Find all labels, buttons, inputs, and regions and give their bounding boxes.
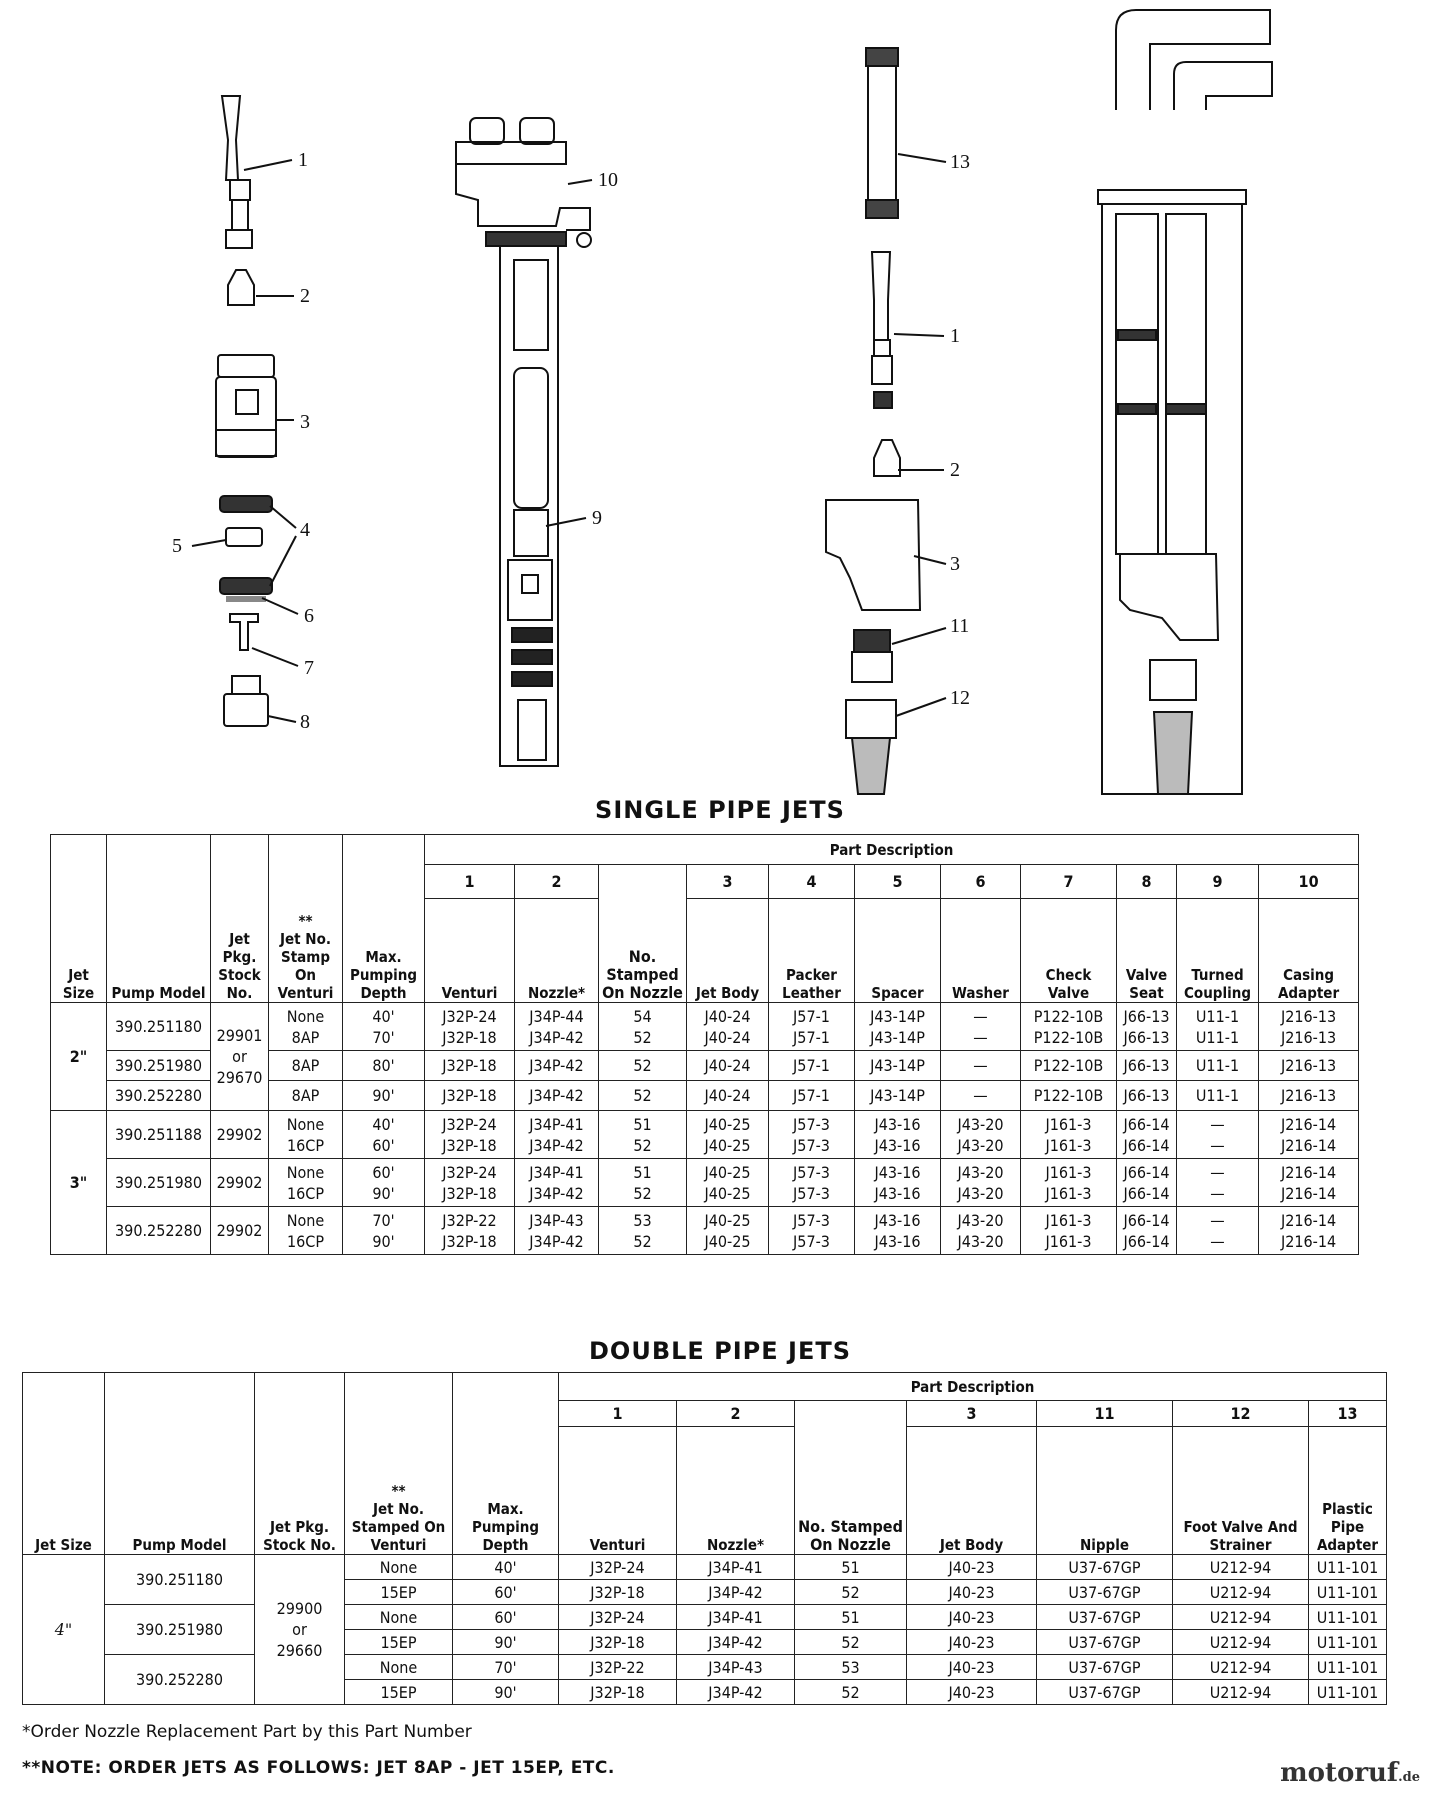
callout-10: 10 (598, 169, 618, 191)
venturi-cell: J32P-24 (559, 1605, 677, 1630)
seat-cell: J66-13 (1117, 1051, 1177, 1081)
part-turned-coupling: Turned Coupling (1177, 899, 1259, 1003)
d-part-foot-valve: Foot Valve And Strainer (1173, 1427, 1309, 1555)
single-pipe-jets-title: SINGLE PIPE JETS (595, 796, 845, 824)
pump-model-cell: 390.251980 (107, 1159, 211, 1207)
seat-cell: J66-13 J66-13 (1117, 1003, 1177, 1051)
packer-cell: J57-1 (769, 1051, 855, 1081)
foot-cell: U212-94 (1173, 1555, 1309, 1580)
nipple-cell: U37-67GP (1037, 1655, 1173, 1680)
header-jet-pkg: Jet Pkg. Stock No. (211, 835, 269, 1003)
nn-cell: 51 (795, 1605, 907, 1630)
seat-cell: J66-14 J66-14 (1117, 1111, 1177, 1159)
depth-cell: 70' 90' (343, 1207, 425, 1255)
num-5: 5 (855, 865, 941, 899)
callout-6: 6 (304, 605, 314, 627)
num-6: 6 (941, 865, 1021, 899)
callout-7: 7 (304, 657, 314, 679)
header-max-depth: Max. Pumping Depth (343, 835, 425, 1003)
venturi-cell: J32P-24 J32P-18 (425, 1159, 515, 1207)
num-9: 9 (1177, 865, 1259, 899)
body-cell: J40-25 J40-25 (687, 1159, 769, 1207)
venturi-cell: J32P-18 (425, 1081, 515, 1111)
jet-pkg-cell: 29900 or 29660 (255, 1555, 345, 1705)
jet-pkg-cell: 29902 (211, 1207, 269, 1255)
d-num-2: 2 (677, 1401, 795, 1427)
adapter-cell: J216-13 J216-13 (1259, 1003, 1359, 1051)
stamp-cell: None (345, 1655, 453, 1680)
stamp-cell: None 16CP (269, 1159, 343, 1207)
depth-cell: 70' (453, 1655, 559, 1680)
body-cell: J40-24 (687, 1051, 769, 1081)
body-cell: J40-24 J40-24 (687, 1003, 769, 1051)
venturi-cell: J32P-18 (425, 1051, 515, 1081)
pump-model-cell: 390.252280 (105, 1655, 255, 1705)
d-num-3: 3 (907, 1401, 1037, 1427)
callout-4: 4 (300, 519, 310, 541)
part-nozzle-single (228, 270, 254, 305)
footnote: *Order Nozzle Replacement Part by this Part Number (22, 1722, 472, 1742)
depth-cell: 40' (453, 1555, 559, 1580)
stamp-cell: None 16CP (269, 1111, 343, 1159)
nipple-cell: U37-67GP (1037, 1605, 1173, 1630)
seat-cell: J66-14 J66-14 (1117, 1207, 1177, 1255)
table-row (51, 1111, 1359, 1159)
packer-cell: J57-1 J57-1 (769, 1003, 855, 1051)
d-part-pipe-adapter: Plastic Pipe Adapter (1309, 1427, 1387, 1555)
check-cell: P122-10B (1021, 1081, 1117, 1111)
part-jet-body: Jet Body (687, 899, 769, 1003)
d-header-jet-pkg: Jet Pkg. Stock No. (255, 1373, 345, 1555)
nozzle-cell: J34P-43 (677, 1655, 795, 1680)
venturi-cell: J32P-24 (559, 1555, 677, 1580)
packer-cell: J57-3 J57-3 (769, 1159, 855, 1207)
part-venturi: Venturi (425, 899, 515, 1003)
part-spacer (226, 528, 262, 546)
adapter-cell: J216-13 (1259, 1051, 1359, 1081)
stamp-cell: None (345, 1605, 453, 1630)
body-cell: J40-25 J40-25 (687, 1111, 769, 1159)
num-4: 4 (769, 865, 855, 899)
double-pipe-jets-title: DOUBLE PIPE JETS (589, 1337, 851, 1365)
callout-3: 3 (300, 411, 310, 433)
part-nozzle-double (874, 440, 900, 476)
order-note: **NOTE: ORDER JETS AS FOLLOWS: JET 8AP - JET 15EP, ETC. (22, 1758, 615, 1778)
check-cell: J161-3 J161-3 (1021, 1159, 1117, 1207)
d-part-nipple: Nipple (1037, 1427, 1173, 1555)
body-cell: J40-23 (907, 1580, 1037, 1605)
jet-size-cell: 3" (51, 1111, 107, 1255)
d-num-12: 12 (1173, 1401, 1309, 1427)
coupling-cell: — — (1177, 1207, 1259, 1255)
body-cell: J40-23 (907, 1555, 1037, 1580)
stamp-cell: 8AP (269, 1051, 343, 1081)
spacer-cell: J43-16 J43-16 (855, 1111, 941, 1159)
jet-pkg-cell: 29902 (211, 1111, 269, 1159)
nozzle-cell: J34P-42 (515, 1051, 599, 1081)
pump-model-cell: 390.251188 (107, 1111, 211, 1159)
nn-cell: 52 (599, 1081, 687, 1111)
venturi-cell: J32P-18 (559, 1630, 677, 1655)
part-valve-seat: Valve Seat (1117, 899, 1177, 1003)
coupling-cell: U11-1 (1177, 1081, 1259, 1111)
num-10: 10 (1259, 865, 1359, 899)
nozzle-cell: J34P-41 J34P-42 (515, 1111, 599, 1159)
washer-cell: — — (941, 1003, 1021, 1051)
adapter-cell: J216-13 (1259, 1081, 1359, 1111)
washer-cell: J43-20 J43-20 (941, 1159, 1021, 1207)
body-cell: J40-23 (907, 1655, 1037, 1680)
brand-suffix: .de (1398, 1770, 1420, 1785)
depth-cell: 40' 70' (343, 1003, 425, 1051)
d-header-jet-no-text: Jet No. Stamped On Venturi (351, 1500, 446, 1554)
header-jet-no (269, 835, 343, 1003)
d-header-no-stamped: No. Stamped On Nozzle (795, 1401, 907, 1555)
adapter-cell: U11-101 (1309, 1680, 1387, 1705)
callout-5: 5 (172, 535, 182, 557)
foot-cell: U212-94 (1173, 1580, 1309, 1605)
brand-logo (1280, 1758, 1420, 1788)
d-num-1: 1 (559, 1401, 677, 1427)
part-jet-body-single (216, 355, 276, 457)
depth-cell: 60' 90' (343, 1159, 425, 1207)
d-part-venturi: Venturi (559, 1427, 677, 1555)
body-cell: J40-23 (907, 1680, 1037, 1705)
nn-cell: 53 52 (599, 1207, 687, 1255)
depth-cell: 80' (343, 1051, 425, 1081)
nipple-cell: U37-67GP (1037, 1680, 1173, 1705)
num-7: 7 (1021, 865, 1117, 899)
part-nipple (852, 630, 892, 682)
depth-cell: 40' 60' (343, 1111, 425, 1159)
depth-cell: 90' (453, 1630, 559, 1655)
callout-2-double: 2 (950, 459, 960, 481)
callout-1-double: 1 (950, 325, 960, 347)
num-1: 1 (425, 865, 515, 899)
d-header-part-description: Part Description (559, 1373, 1387, 1401)
spacer-cell: J43-14P (855, 1051, 941, 1081)
nipple-cell: U37-67GP (1037, 1580, 1173, 1605)
callout-labels (172, 149, 970, 733)
table-row (23, 1555, 1387, 1580)
header-jet-size: Jet Size (51, 835, 107, 1003)
nozzle-cell: J34P-42 (677, 1680, 795, 1705)
d-header-pump-model: Pump Model (105, 1373, 255, 1555)
stamp-cell: 8AP (269, 1081, 343, 1111)
stamp-cell: None (345, 1555, 453, 1580)
part-washer: Washer (941, 899, 1021, 1003)
nn-cell: 51 52 (599, 1111, 687, 1159)
exploded-parts-diagram (0, 0, 1434, 800)
part-venturi-double (872, 252, 892, 408)
foot-cell: U212-94 (1173, 1605, 1309, 1630)
d-header-jet-no (345, 1373, 453, 1555)
callout-13: 13 (950, 151, 970, 173)
callout-1: 1 (298, 149, 308, 171)
nozzle-cell: J34P-42 (677, 1580, 795, 1605)
table-row (23, 1605, 1387, 1630)
part-spacer: Spacer (855, 899, 941, 1003)
part-casing-adapter: Casing Adapter (1259, 899, 1359, 1003)
nozzle-cell: J34P-42 (515, 1081, 599, 1111)
d-header-stars: ** (391, 1482, 406, 1500)
part-check-valve (230, 614, 258, 650)
check-cell: J161-3 J161-3 (1021, 1207, 1117, 1255)
venturi-cell: J32P-22 (559, 1655, 677, 1680)
check-cell: P122-10B (1021, 1051, 1117, 1081)
nozzle-cell: J34P-43 J34P-42 (515, 1207, 599, 1255)
nipple-cell: U37-67GP (1037, 1555, 1173, 1580)
seat-cell: J66-14 J66-14 (1117, 1159, 1177, 1207)
packer-cell: J57-3 J57-3 (769, 1207, 855, 1255)
nozzle-cell: J34P-42 (677, 1630, 795, 1655)
spacer-cell: J43-16 J43-16 (855, 1207, 941, 1255)
jet-pkg-cell: 29901 or 29670 (211, 1003, 269, 1111)
part-plastic-pipe-adapter (866, 48, 898, 218)
washer-cell: J43-20 J43-20 (941, 1207, 1021, 1255)
nipple-cell: U37-67GP (1037, 1630, 1173, 1655)
table-row (51, 1003, 1359, 1051)
nn-cell: 53 (795, 1655, 907, 1680)
adapter-cell: J216-14 J216-14 (1259, 1159, 1359, 1207)
venturi-cell: J32P-18 (559, 1580, 677, 1605)
header-stars: ** (298, 912, 313, 930)
callout-2: 2 (300, 285, 310, 307)
adapter-cell: U11-101 (1309, 1580, 1387, 1605)
nozzle-cell: J34P-44 J34P-42 (515, 1003, 599, 1051)
nn-cell: 52 (795, 1680, 907, 1705)
part-jet-body-double (826, 500, 920, 610)
depth-cell: 60' (453, 1605, 559, 1630)
packer-cell: J57-1 (769, 1081, 855, 1111)
coupling-cell: U11-1 U11-1 (1177, 1003, 1259, 1051)
stamp-cell: None 8AP (269, 1003, 343, 1051)
part-valve-seat (224, 676, 268, 726)
nn-cell: 54 52 (599, 1003, 687, 1051)
double-pipe-jets-table (22, 1372, 1387, 1705)
seat-cell: J66-13 (1117, 1081, 1177, 1111)
body-cell: J40-25 J40-25 (687, 1207, 769, 1255)
num-3: 3 (687, 865, 769, 899)
coupling-cell: — — (1177, 1159, 1259, 1207)
stamp-cell: 15EP (345, 1680, 453, 1705)
coupling-cell: U11-1 (1177, 1051, 1259, 1081)
foot-cell: U212-94 (1173, 1655, 1309, 1680)
spacer-cell: J43-16 J43-16 (855, 1159, 941, 1207)
part-check-valve: Check Valve (1021, 899, 1117, 1003)
callout-9: 9 (592, 507, 602, 529)
body-cell: J40-23 (907, 1605, 1037, 1630)
part-packer-leather: Packer Leather (769, 899, 855, 1003)
stamp-cell: 15EP (345, 1630, 453, 1655)
header-no-stamped: No. Stamped On Nozzle (599, 865, 687, 1003)
adapter-cell: U11-101 (1309, 1605, 1387, 1630)
callout-12: 12 (950, 687, 970, 709)
foot-cell: U212-94 (1173, 1630, 1309, 1655)
adapter-cell: U11-101 (1309, 1630, 1387, 1655)
venturi-cell: J32P-22 J32P-18 (425, 1207, 515, 1255)
spacer-cell: J43-14P J43-14P (855, 1003, 941, 1051)
d-part-jet-body: Jet Body (907, 1427, 1037, 1555)
washer-cell: — (941, 1051, 1021, 1081)
adapter-cell: J216-14 J216-14 (1259, 1111, 1359, 1159)
casing-assembly-double (1098, 10, 1272, 794)
d-num-11: 11 (1037, 1401, 1173, 1427)
pump-model-cell: 390.251980 (105, 1605, 255, 1655)
venturi-cell: J32P-18 (559, 1680, 677, 1705)
body-cell: J40-24 (687, 1081, 769, 1111)
adapter-cell: J216-14 J216-14 (1259, 1207, 1359, 1255)
d-part-nozzle: Nozzle* (677, 1427, 795, 1555)
nn-cell: 52 (599, 1051, 687, 1081)
nn-cell: 51 52 (599, 1159, 687, 1207)
nozzle-cell: J34P-41 J34P-42 (515, 1159, 599, 1207)
body-cell: J40-23 (907, 1630, 1037, 1655)
part-foot-valve-strainer (846, 700, 896, 794)
packer-cell: J57-3 J57-3 (769, 1111, 855, 1159)
table-row (23, 1655, 1387, 1680)
header-pump-model: Pump Model (107, 835, 211, 1003)
pump-model-cell: 390.252280 (107, 1081, 211, 1111)
d-num-13: 13 (1309, 1401, 1387, 1427)
jet-pkg-cell: 29902 (211, 1159, 269, 1207)
depth-cell: 60' (453, 1580, 559, 1605)
adapter-cell: U11-101 (1309, 1655, 1387, 1680)
d-header-jet-size: Jet Size (23, 1373, 105, 1555)
pump-model-cell: 390.251180 (105, 1555, 255, 1605)
d-header-max-depth: Max. Pumping Depth (453, 1373, 559, 1555)
part-packer-leather-top (220, 496, 272, 512)
washer-cell: J43-20 J43-20 (941, 1111, 1021, 1159)
check-cell: J161-3 J161-3 (1021, 1111, 1117, 1159)
brand-name: motoruf (1280, 1758, 1399, 1788)
adapter-cell: U11-101 (1309, 1555, 1387, 1580)
num-2: 2 (515, 865, 599, 899)
stamp-cell: None 16CP (269, 1207, 343, 1255)
callout-11: 11 (950, 615, 970, 637)
callout-3-double: 3 (950, 553, 960, 575)
coupling-cell: — — (1177, 1111, 1259, 1159)
venturi-cell: J32P-24 J32P-18 (425, 1111, 515, 1159)
depth-cell: 90' (343, 1081, 425, 1111)
nozzle-cell: J34P-41 (677, 1555, 795, 1580)
table-row (51, 1159, 1359, 1207)
header-jet-no-text: Jet No. Stamp On Venturi (277, 930, 334, 1002)
foot-cell: U212-94 (1173, 1680, 1309, 1705)
pump-model-cell: 390.252280 (107, 1207, 211, 1255)
nn-cell: 52 (795, 1630, 907, 1655)
nozzle-cell: J34P-41 (677, 1605, 795, 1630)
depth-cell: 90' (453, 1680, 559, 1705)
casing-assembly-single (456, 118, 591, 766)
header-part-description: Part Description (425, 835, 1359, 865)
washer-cell: — (941, 1081, 1021, 1111)
part-nozzle: Nozzle* (515, 899, 599, 1003)
spacer-cell: J43-14P (855, 1081, 941, 1111)
nn-cell: 52 (795, 1580, 907, 1605)
pump-model-cell: 390.251980 (107, 1051, 211, 1081)
stamp-cell: 15EP (345, 1580, 453, 1605)
jet-size-cell: 4" (23, 1555, 105, 1705)
table-row (51, 1207, 1359, 1255)
check-cell: P122-10B P122-10B (1021, 1003, 1117, 1051)
venturi-cell: J32P-24 J32P-18 (425, 1003, 515, 1051)
pump-model-cell: 390.251180 (107, 1003, 211, 1051)
callout-8: 8 (300, 711, 310, 733)
num-8: 8 (1117, 865, 1177, 899)
jet-size-cell: 2" (51, 1003, 107, 1111)
part-venturi-single (222, 96, 252, 248)
nn-cell: 51 (795, 1555, 907, 1580)
single-pipe-jets-table (50, 834, 1359, 1255)
